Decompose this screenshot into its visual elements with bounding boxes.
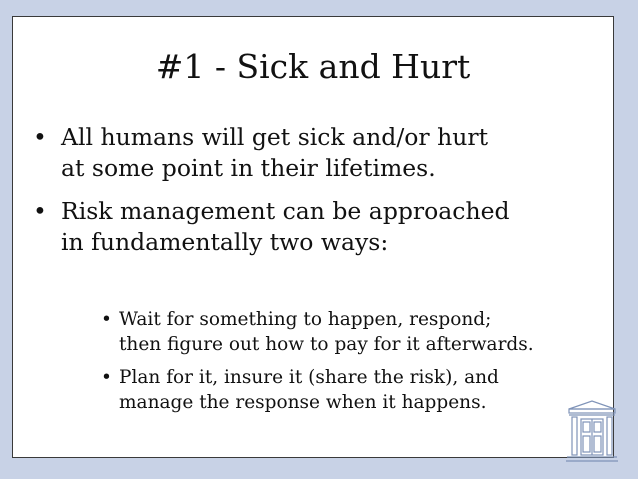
bullet-item — [33, 122, 603, 184]
bullet-line: at some point in their lifetimes. — [61, 154, 436, 182]
bullet-marker: • — [33, 197, 47, 225]
bullet-line: All humans will get sick and/or hurt — [61, 123, 489, 151]
sub-bullet-line: then figure out how to pay for it afterwards. — [119, 334, 534, 355]
building-icon — [566, 399, 618, 464]
slide-title: #1 - Sick and Hurt — [155, 47, 471, 86]
sub-bullet-list — [101, 307, 601, 423]
slide — [12, 16, 614, 458]
sub-bullet-marker: • — [101, 367, 112, 388]
bullet-line: Risk management can be approached — [61, 197, 510, 225]
sub-bullet-line: manage the response when it happens. — [119, 392, 487, 413]
bullet-line: in fundamentally two ways: — [61, 228, 389, 256]
sub-bullet-item — [101, 307, 601, 357]
bullet-item — [33, 196, 603, 258]
bullet-marker: • — [33, 123, 47, 151]
sub-bullet-line: Plan for it, insure it (share the risk), and — [119, 367, 499, 388]
sub-bullet-item — [101, 365, 601, 415]
sub-bullet-marker: • — [101, 309, 112, 330]
bullet-list — [33, 122, 603, 270]
sub-bullet-line: Wait for something to happen, respond; — [119, 309, 492, 330]
